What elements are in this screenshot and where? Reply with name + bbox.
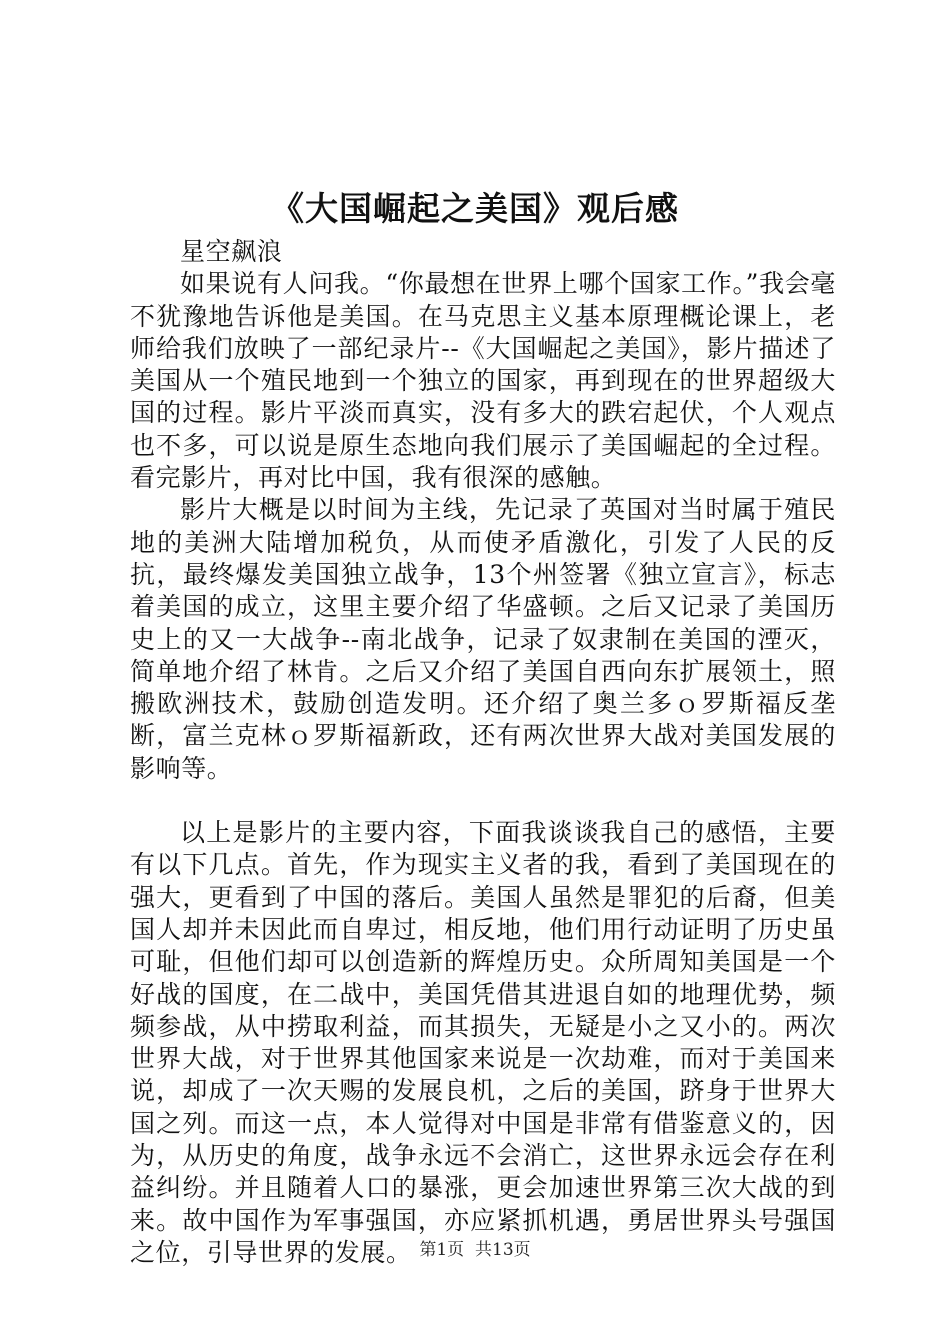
author-line: 星空飙浪 — [180, 237, 283, 266]
page-footer — [0, 1238, 950, 1262]
document-body — [130, 236, 836, 1269]
paragraph-2: 影片大概是以时间为主线，先记录了英国对当时属于殖民地的美洲大陆增加税负，从而使矛盾激化，引发了人民的反抗，最终爆发美国独立战争，13个州签署《独立宣言》，标志着美国的成立，这里主要介绍了华盛顿。之后又记录了美国历史上的又一大战争--南北战争，记录了奴隶制在美国的湮灭，简单地介绍了林肯。之后又介绍了美国自西向东扩展领土，照搬欧洲技术，鼓励创造发明。还介绍了奥兰多ｏ罗斯福反垄断，富兰克林ｏ罗斯福新政，还有两次世界大战对美国发展的影响等。 — [130, 495, 836, 783]
paragraph-1: 如果说有人问我。“你最想在世界上哪个国家工作。”我会毫不犹豫地告诉他是美国。在马克思主义基本原理概论课上，老师给我们放映了一部纪录片--《大国崛起之美国》，影片描述了美国从一个殖民地到一个独立的国家，再到现在的世界超级大国的过程。影片平淡而真实，没有多大的跌宕起伏，个人观点也不多，可以说是原生态地向我们展示了美国崛起的全过程。看完影片，再对比中国，我有很深的感触。 — [130, 269, 836, 493]
page-total: 共13页 — [475, 1240, 531, 1260]
footer-spacer — [464, 1240, 475, 1260]
paragraph-3: 以上是影片的主要内容，下面我谈谈我自己的感悟，主要有以下几点。首先，作为现实主义者的我，看到了美国现在的强大，更看到了中国的落后。美国人虽然是罪犯的后裔，但美国人却并未因此而自卑过，相反地，他们用行动证明了历史虽可耻，但他们却可以创造新的辉煌历史。众所周知美国是一个好战的国度，在二战中，美国凭借其进退自如的地理优势，频频参战，从中捞取利益，而其损失，无疑是小之又小的。两次世界大战，对于世界其他国家来说是一次劫难，而对于美国来说，却成了一次天赐的发展良机，之后的美国，跻身于世界大国之列。而这一点，本人觉得对中国是非常有借鉴意义的，因为，从历史的角度，战争永远不会消亡，这世界永远会存在利益纠纷。并且随着人口的暴涨，更会加速世界第三次大战的到来。故中国作为军事强国，亦应紧抓机遇，勇居世界头号强国之位，引导世界的发展。 — [130, 818, 836, 1267]
page-number: 第1页 — [419, 1240, 465, 1260]
document-title: 《大国崛起之美国》观后感 — [271, 189, 679, 228]
